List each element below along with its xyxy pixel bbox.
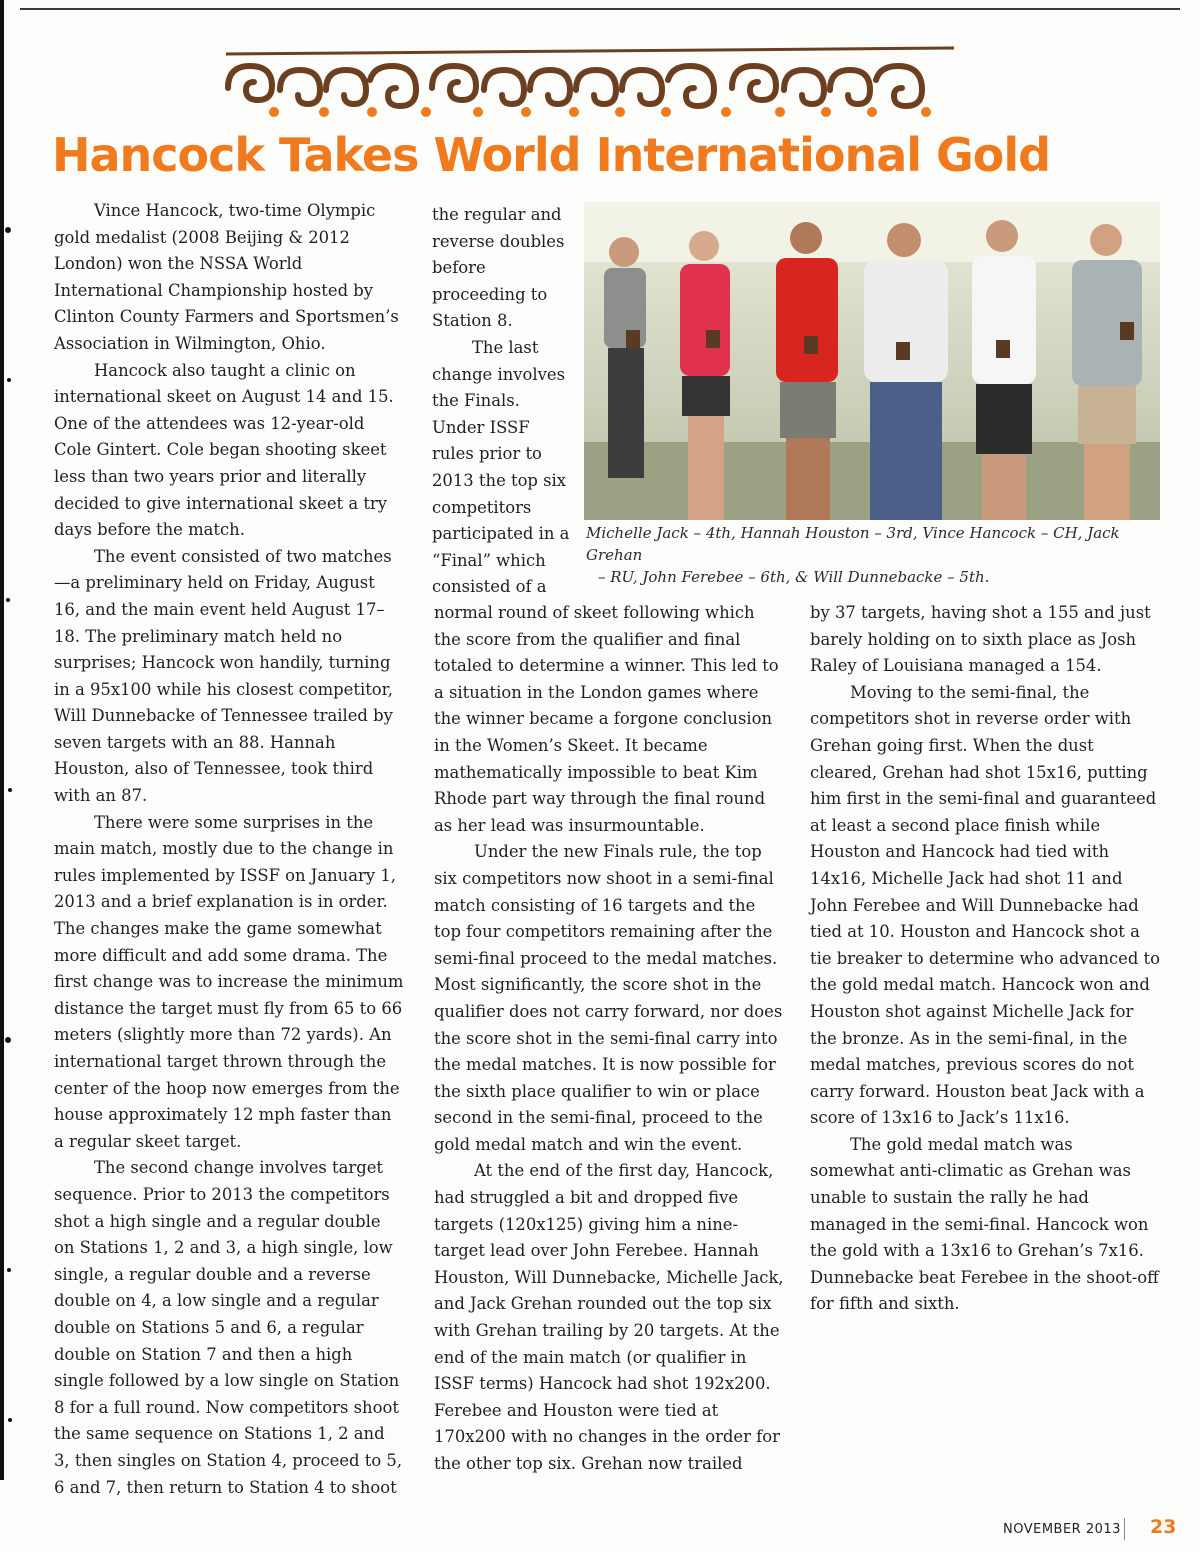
top-rule [20,8,1180,10]
paragraph: Moving to the semi-final, the competitors shot in reverse order with Grehan going first. When the dust cleared, Grehan had shot 15x16, putting him first in the semi-final and guaranteed at least a second place finish while Houston and Hancock had tied with 14x16, Michelle Jack had shot 11 and John Ferebee and Will Dunnebacke had tied at 10. Houston and Hancock shot a tie breaker to determine who advanced to the gold medal match. Hancock won and Houston shot against Michelle Jack for the bronze. As in the semi-final, in the medal matches, previous scores do not carry forward. Houston beat Jack with a score of 13x16 to Jack’s 11x16. [810,682,1160,1128]
footer-issue-date: NOVEMBER 2013 [1003,1522,1121,1537]
paragraph: Vince Hancock, two-time Olympic gold medalist (2008 Beijing & 2012 London) won the NSSA World International Championship hosted by Clinton County Farmers and Sportsmen’s Association in Wilmington, Ohio. [54,201,399,353]
team-photo-illustration [584,202,1160,520]
caption-line-1: Michelle Jack – 4th, Hannah Houston – 3rd, Vince Hancock – CH, Jack Grehan [586,524,1120,564]
decorative-scroll-banner [220,38,960,120]
article-headline: Hancock Takes World International Gold [52,128,1051,182]
paragraph: normal round of skeet following which the score from the qualifier and final totaled to determine a winner. This led to a situation in the London games where the winner became a forgone conclusion in the Women’s Skeet. It became mathematically impossible to beat Kim Rhode part way through the final round as her lead was insurmountable. [434,603,779,835]
paragraph: At the end of the first day, Hancock, had struggled a bit and dropped five targets (120x125) giving him a nine-target lead over John Ferebee. Hannah Houston, Will Dunnebacke, Michelle Jack, and Jack Grehan rounded out the top six with Grehan trailing by 20 targets. At the end of the main match (or qualifier in ISSF terms) Hancock had shot 192x200. Ferebee and Houston were tied at 170x200 with no changes in the order for the other top six. Grehan now trailed [434,1161,784,1473]
column-2-bottom [434,600,784,1478]
team-photo [584,202,1160,520]
paragraph: the regular and reverse doubles before proceeding to Station 8. [432,205,565,331]
column-3 [810,600,1162,1318]
column-2-top [432,202,572,601]
paragraph: The last change involves the Finals. Under ISSF rules prior to 2013 the top six competitors participated in a “Final” which consisted of a [432,337,570,597]
paragraph: The event consisted of two matches—a preliminary held on Friday, August 16, and the main event held August 17–18. The preliminary match held no surprises; Hancock won handily, turning in a 95x100 while his closest competitor, Will Dunnebacke of Tennessee trailed by seven targets with an 88. Hannah Houston, also of Tennessee, took third with an 87. [54,546,393,806]
paragraph: There were some surprises in the main match, mostly due to the change in rules implemented by ISSF on January 1, 2013 and a brief explanation is in order. The changes make the game somewhat more difficult and add some drama. The first change was to increase the minimum distance the target must fly from 65 to 66 meters (slightly more than 72 yards). An international target thrown through the center of the hoop now emerges from the house approximately 12 mph faster than a regular skeet target. [54,812,404,1151]
paragraph: The gold medal match was somewhat anti-climatic as Grehan was unable to sustain the rally he had managed in the semi-final. Hancock won the gold with a 13x16 to Grehan’s 7x16. Dunnebacke beat Ferebee in the shoot-off for fifth and sixth. [810,1134,1159,1314]
paragraph: The second change involves target sequence. Prior to 2013 the competitors shot a high single and a regular double on Stations 1, 2 and 3, a high single, low single, a regular double and a reverse double on 4, a low single and a regular double on Stations 5 and 6, a regular double on Station 7 and then a high single followed by a low single on Station 8 for a full round. Now competitors shoot the same sequence on Stations 1, 2 and 3, then singles on Station 4, proceed to 5, 6 and 7, then return to Station 4 to shoot [54,1158,403,1497]
photo-caption [586,522,1161,588]
scan-edge-marks [0,0,16,1480]
caption-line-2: – RU, John Ferebee – 6th, & Will Dunnebacke – 5th. [598,568,990,586]
column-1 [54,198,404,1501]
footer-divider [1124,1518,1125,1540]
paragraph: Under the new Finals rule, the top six competitors now shoot in a semi-final match consisting of 16 targets and the top four competitors remaining after the semi-final proceed to the medal matches. Most significantly, the score shot in the qualifier does not carry forward, nor does the score shot in the semi-final carry into the medal matches. It is now possible for the sixth place qualifier to win or place second in the semi-final, proceed to the gold medal match and win the event. [434,842,783,1154]
paragraph: Hancock also taught a clinic on international skeet on August 14 and 15. One of the attendees was 12-year-old Cole Gintert. Cole began shooting skeet less than two years prior and literally decided to give international skeet a try days before the match. [54,360,394,540]
paragraph: by 37 targets, having shot a 155 and just barely holding on to sixth place as Josh Raley of Louisiana managed a 154. [810,603,1151,676]
page-number: 23 [1150,1516,1177,1538]
